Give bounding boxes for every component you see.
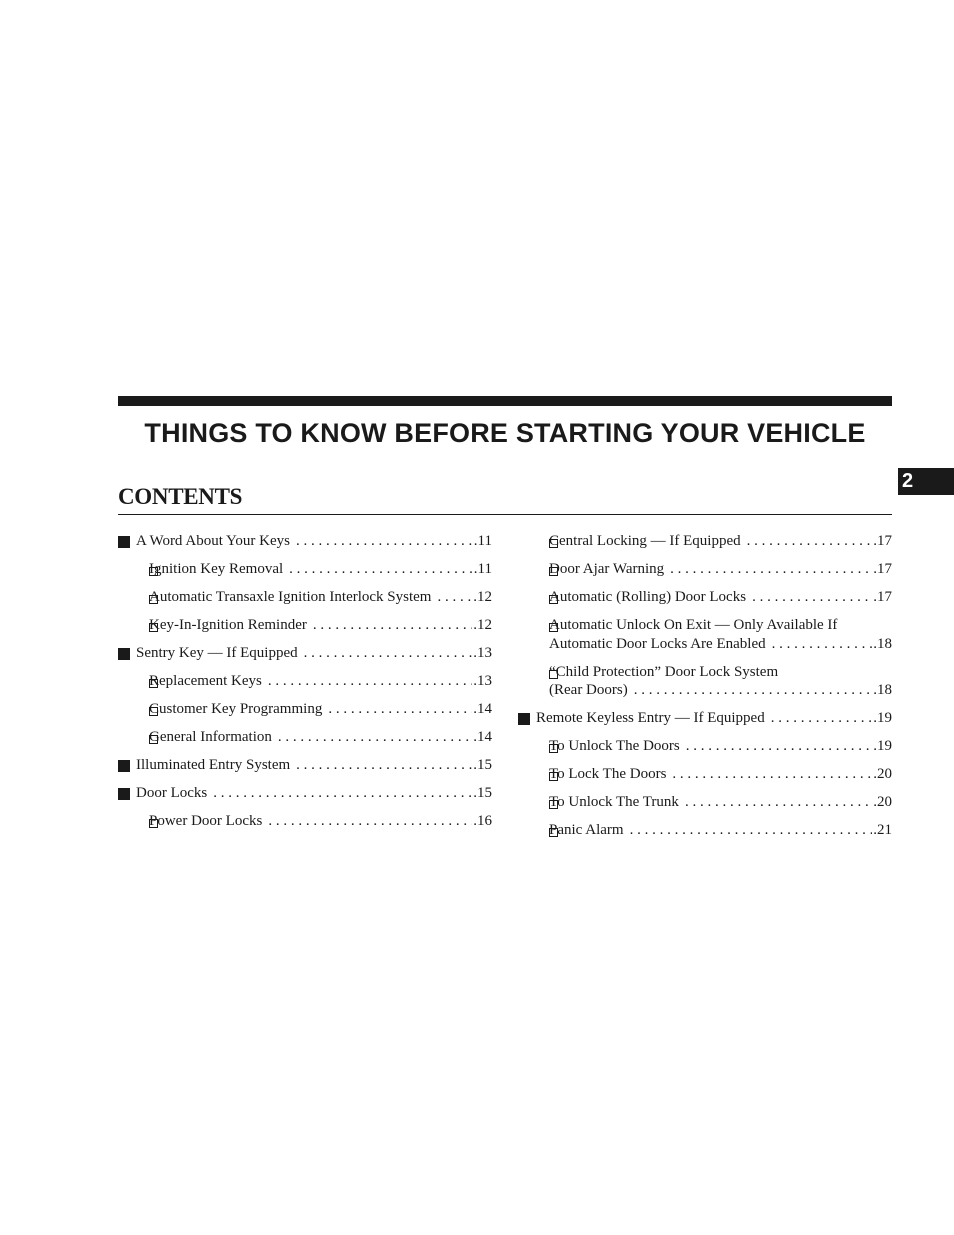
filled-square-bullet-icon	[518, 713, 530, 725]
toc-entry-page: .15	[473, 757, 492, 773]
toc-entry-title-line1: Automatic Unlock On Exit — Only Available If	[549, 617, 838, 633]
toc-leader-dots	[680, 737, 873, 756]
toc-leader-dots	[262, 812, 472, 831]
toc-entry-page: .12	[473, 617, 492, 633]
toc-entry[interactable]	[518, 616, 892, 653]
toc-entry[interactable]	[118, 784, 492, 803]
chapter-tab[interactable]: 2	[898, 468, 954, 495]
toc-entry[interactable]	[118, 756, 492, 775]
toc-entry-page: .12	[473, 589, 492, 605]
toc-entry-page: .18	[873, 682, 892, 698]
toc-entry-page: .13	[473, 673, 492, 689]
toc-entry-page: .13	[473, 645, 492, 661]
toc-leader-dots	[283, 560, 473, 579]
toc-entry-title: Central Locking — If Equipped	[549, 533, 741, 549]
toc-entry-page: .21	[873, 822, 892, 838]
toc-entry-title: (Rear Doors)	[549, 682, 628, 698]
toc-leader-dots	[628, 681, 873, 700]
toc-entry-page: .11	[473, 533, 492, 549]
toc-entry-title: Panic Alarm	[549, 822, 624, 838]
toc-entry-title: General Information	[149, 729, 272, 745]
toc-entry[interactable]	[518, 663, 892, 700]
open-square-bullet-icon	[149, 679, 158, 688]
toc-entry[interactable]	[518, 588, 892, 607]
toc-entry-page: .17	[873, 533, 892, 549]
toc-entry-title-line1: “Child Protection” Door Lock System	[549, 663, 779, 680]
toc-column-right	[518, 532, 892, 849]
open-square-bullet-icon	[549, 800, 558, 809]
toc-entry-page: .11	[473, 561, 492, 577]
open-square-bullet-icon	[549, 623, 558, 632]
toc-entry[interactable]	[518, 765, 892, 784]
toc-entry-title: Automatic Door Locks Are Enabled	[549, 635, 766, 652]
toc-leader-dots	[262, 672, 472, 691]
toc-leader-dots	[290, 756, 472, 775]
toc-entry[interactable]	[518, 560, 892, 579]
toc-entry-title: Door Locks	[136, 785, 208, 801]
open-square-bullet-icon	[149, 819, 158, 828]
toc-entry-title: Customer Key Programming	[149, 701, 323, 717]
filled-square-bullet-icon	[118, 536, 130, 548]
toc-entry[interactable]	[118, 672, 492, 691]
toc-entry-title: Sentry Key — If Equipped	[136, 645, 298, 661]
toc-leader-dots	[431, 588, 472, 607]
open-square-bullet-icon	[149, 595, 158, 604]
toc-entry-page: .17	[873, 589, 892, 605]
toc-leader-dots	[664, 560, 872, 579]
toc-entry-title: Ignition Key Removal	[149, 561, 284, 577]
open-square-bullet-icon	[549, 772, 558, 781]
toc-entry[interactable]	[118, 812, 492, 831]
toc-entry[interactable]	[518, 532, 892, 551]
filled-square-bullet-icon	[118, 760, 130, 772]
contents-rule	[118, 514, 892, 515]
filled-square-bullet-icon	[118, 648, 130, 660]
filled-square-bullet-icon	[118, 788, 130, 800]
toc-entry-title: A Word About Your Keys	[136, 533, 290, 549]
open-square-bullet-icon	[549, 744, 558, 753]
toc-leader-dots	[298, 644, 473, 663]
toc-entry-title: Replacement Keys	[149, 673, 262, 689]
toc-leader-dots	[741, 532, 873, 551]
open-square-bullet-icon	[549, 670, 558, 679]
toc-leader-dots	[766, 635, 873, 654]
toc-entry-title: To Lock The Doors	[549, 766, 667, 782]
toc-entry[interactable]	[118, 700, 492, 719]
toc-entry[interactable]	[118, 728, 492, 747]
open-square-bullet-icon	[549, 595, 558, 604]
toc-leader-dots	[746, 588, 872, 607]
toc-entry[interactable]	[118, 532, 492, 551]
toc-leader-dots	[207, 784, 472, 803]
toc-entry-page: .19	[873, 738, 892, 754]
toc-leader-dots	[624, 821, 873, 840]
toc-entry-title: Illuminated Entry System	[136, 757, 291, 773]
toc-leader-dots	[307, 616, 472, 635]
open-square-bullet-icon	[149, 623, 158, 632]
chapter-title: THINGS TO KNOW BEFORE STARTING YOUR VEHICLE	[144, 418, 866, 448]
toc-entry-page: .14	[473, 701, 492, 717]
toc-entry-page: .14	[473, 729, 492, 745]
toc-entry[interactable]	[118, 560, 492, 579]
toc-entry-title: Key-In-Ignition Reminder	[149, 617, 307, 633]
toc-entry-page: .16	[473, 813, 492, 829]
toc-entry-title: Remote Keyless Entry — If Equipped	[536, 710, 765, 726]
contents-heading: CONTENTS	[118, 484, 243, 509]
toc-entry-page: .19	[873, 710, 892, 726]
open-square-bullet-icon	[549, 567, 558, 576]
toc-entry[interactable]	[518, 737, 892, 756]
open-square-bullet-icon	[149, 707, 158, 716]
toc-entry-page: .20	[873, 766, 892, 782]
toc-entry[interactable]	[118, 588, 492, 607]
toc-column-left	[118, 532, 492, 840]
open-square-bullet-icon	[149, 567, 158, 576]
open-square-bullet-icon	[149, 735, 158, 744]
toc-entry-page: .15	[473, 785, 492, 801]
toc-entry-title: To Unlock The Trunk	[549, 794, 679, 810]
toc-leader-dots	[290, 532, 473, 551]
toc-entry[interactable]	[518, 793, 892, 812]
toc-entry[interactable]	[518, 709, 892, 728]
toc-entry-page: .17	[873, 561, 892, 577]
toc-leader-dots	[272, 728, 472, 747]
toc-leader-dots	[666, 765, 872, 784]
toc-entry-title: Automatic Transaxle Ignition Interlock System	[149, 589, 432, 605]
top-rule	[118, 396, 892, 406]
toc-entry-page: .20	[873, 794, 892, 810]
toc-leader-dots	[765, 709, 873, 728]
toc-entry[interactable]	[118, 644, 492, 663]
toc-entry-title: Power Door Locks	[149, 813, 263, 829]
toc-leader-dots	[679, 793, 872, 812]
toc-entry[interactable]	[118, 616, 492, 635]
open-square-bullet-icon	[549, 828, 558, 837]
toc-entry-title: Automatic (Rolling) Door Locks	[549, 589, 747, 605]
toc-entry-title: To Unlock The Doors	[549, 738, 680, 754]
open-square-bullet-icon	[549, 539, 558, 548]
toc-leader-dots	[322, 700, 472, 719]
toc-entry[interactable]	[518, 821, 892, 840]
toc-entry-page: .18	[873, 635, 892, 652]
toc-entry-title: Door Ajar Warning	[549, 561, 665, 577]
